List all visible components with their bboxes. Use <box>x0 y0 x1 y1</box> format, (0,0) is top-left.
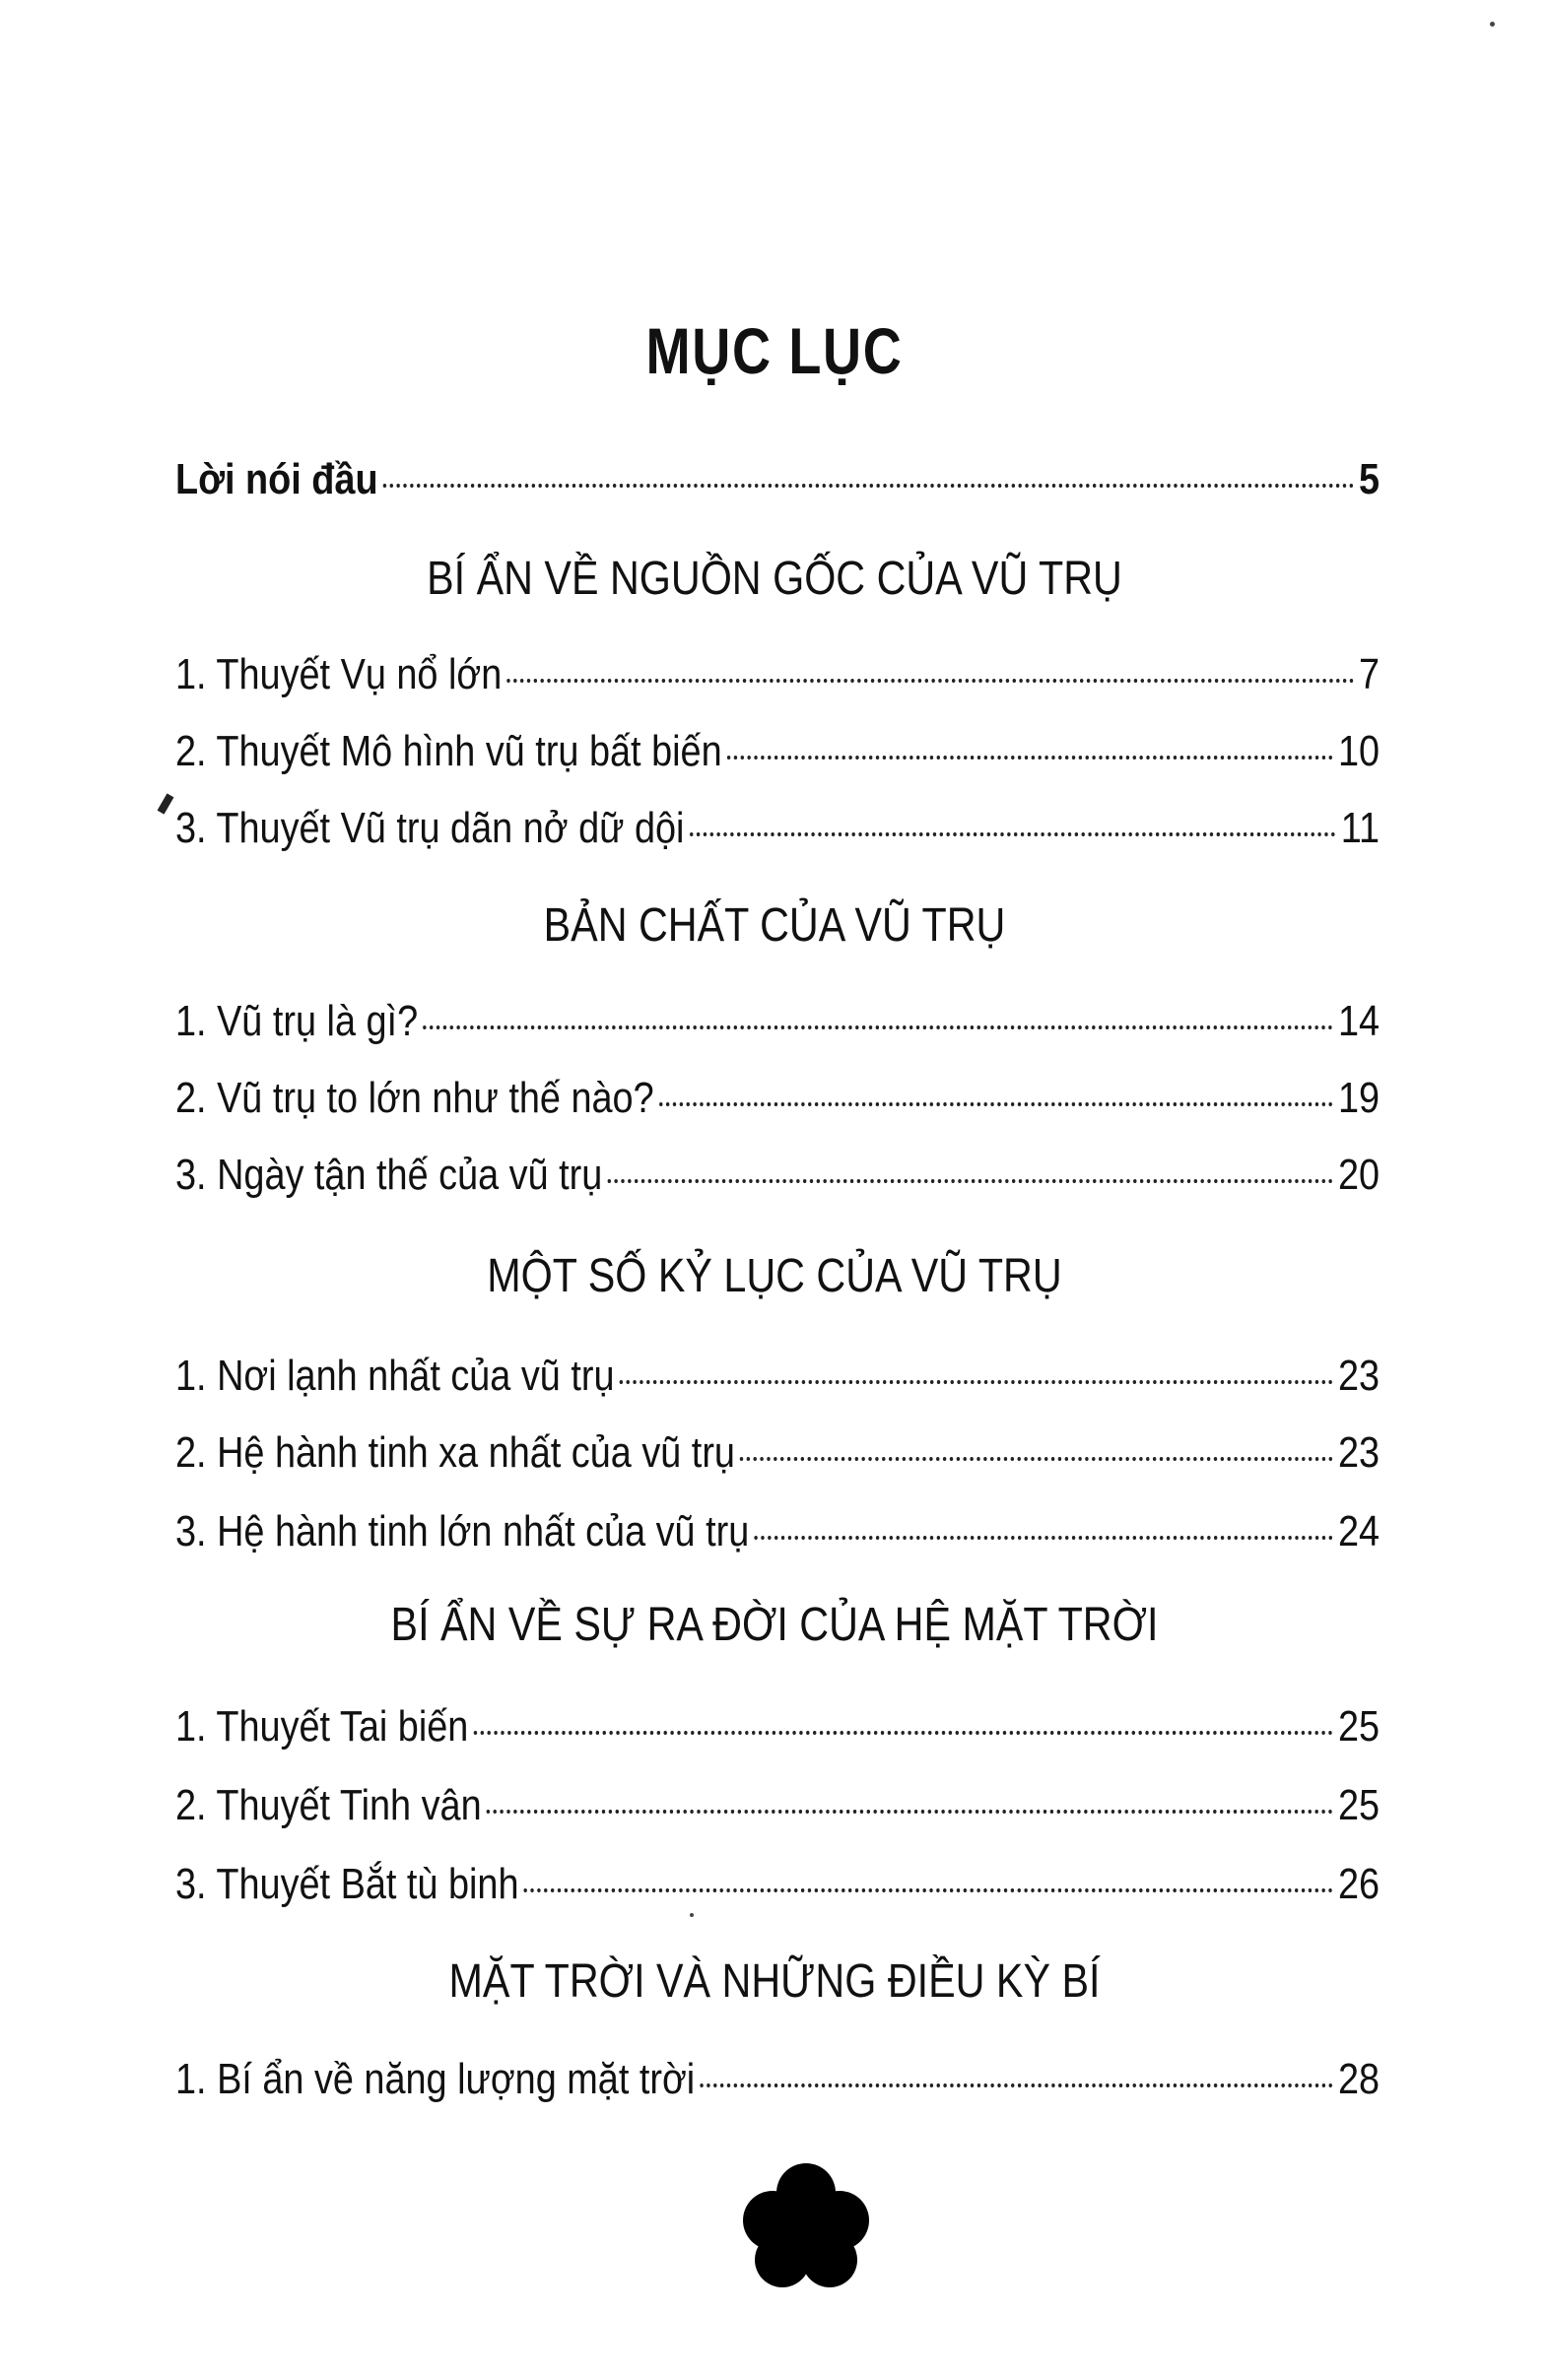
toc-entry-label: 2. Thuyết Mô hình vũ trụ bất biến <box>175 727 722 775</box>
flower-ornament-icon <box>737 2163 875 2291</box>
dot-leader <box>740 1457 1333 1461</box>
toc-entry-label: 1. Nơi lạnh nhất của vũ trụ <box>175 1352 615 1400</box>
toc-entry-page: 11 <box>1340 804 1381 852</box>
toc-entry-label: 1. Thuyết Tai biến <box>175 1702 469 1751</box>
toc-entry[interactable] <box>175 804 1380 863</box>
toc-entry-label: 1. Vũ trụ là gì? <box>175 997 419 1045</box>
toc-entry-page: 26 <box>1337 1860 1381 1908</box>
section-heading: BÍ ẨN VỀ NGUỒN GỐC CỦA VŨ TRỤ <box>427 553 1122 605</box>
dot-leader <box>659 1102 1333 1106</box>
toc-entry-label: 1. Bí ẩn về năng lượng mặt trời <box>175 2055 696 2103</box>
toc-entry[interactable] <box>175 1860 1380 1919</box>
toc-entry[interactable] <box>175 1507 1380 1566</box>
toc-entry-page: 28 <box>1337 2055 1381 2103</box>
toc-entry[interactable] <box>175 2055 1380 2114</box>
toc-entry-label: 2. Thuyết Tinh vân <box>175 1781 482 1829</box>
toc-entry-page: 24 <box>1337 1507 1381 1555</box>
section-heading: BÍ ẨN VỀ SỰ RA ĐỜI CỦA HỆ MẶT TRỜI <box>390 1599 1159 1651</box>
dot-leader <box>524 1888 1333 1892</box>
dot-leader <box>607 1179 1332 1183</box>
toc-entry[interactable] <box>175 727 1380 786</box>
dot-leader <box>383 484 1354 488</box>
stray-mark <box>158 793 174 814</box>
toc-entry-page: 10 <box>1337 727 1381 775</box>
toc-entry-label: 3. Thuyết Bắt tù binh <box>175 1860 519 1908</box>
toc-entry-page: 7 <box>1359 650 1381 698</box>
toc-entry-label: 3. Ngày tận thế của vũ trụ <box>175 1151 603 1199</box>
toc-entry[interactable] <box>175 1151 1380 1210</box>
toc-entry-page: 23 <box>1337 1352 1381 1400</box>
section-heading: MỘT SỐ KỶ LỤC CỦA VŨ TRỤ <box>487 1250 1062 1302</box>
dot-leader <box>754 1536 1332 1540</box>
toc-entry-label: 2. Hệ hành tinh xa nhất của vũ trụ <box>175 1428 735 1477</box>
toc-entry-page: 19 <box>1337 1074 1381 1122</box>
scan-speck <box>1490 22 1495 27</box>
dot-leader <box>473 1731 1332 1735</box>
toc-entry[interactable] <box>175 1428 1380 1488</box>
page-title: MỤC LỤC <box>645 314 904 387</box>
dot-leader <box>690 832 1336 836</box>
toc-entry[interactable] <box>175 1352 1380 1411</box>
toc-entry-page: 20 <box>1337 1151 1381 1199</box>
dot-leader <box>487 1810 1333 1814</box>
scan-speck <box>690 1913 694 1917</box>
toc-entry-page: 25 <box>1337 1702 1381 1751</box>
toc-entry-page: 14 <box>1337 997 1381 1045</box>
dot-leader <box>700 2083 1332 2087</box>
toc-entry-preface[interactable] <box>175 455 1380 514</box>
toc-entry-page: 23 <box>1337 1428 1381 1477</box>
section-heading: MẶT TRỜI VÀ NHỮNG ĐIỀU KỲ BÍ <box>448 1955 1101 2008</box>
toc-entry-page: 25 <box>1337 1781 1381 1829</box>
toc-entry-label: 3. Hệ hành tinh lớn nhất của vũ trụ <box>175 1507 750 1555</box>
toc-entry-label: 2. Vũ trụ to lớn như thế nào? <box>175 1074 654 1122</box>
toc-entry-page: 5 <box>1359 455 1381 503</box>
toc-entry[interactable] <box>175 997 1380 1056</box>
dot-leader <box>423 1025 1333 1029</box>
toc-entry-label: 1. Thuyết Vụ nổ lớn <box>175 650 503 698</box>
dot-leader <box>620 1380 1333 1384</box>
dot-leader <box>727 756 1333 760</box>
toc-entry-label: Lời nói đầu <box>175 455 378 503</box>
toc-entry[interactable] <box>175 1702 1380 1761</box>
section-heading: BẢN CHẤT CỦA VŨ TRỤ <box>543 899 1006 952</box>
toc-entry[interactable] <box>175 1781 1380 1840</box>
toc-entry-label: 3. Thuyết Vũ trụ dãn nở dữ dội <box>175 804 685 852</box>
toc-entry[interactable] <box>175 650 1380 709</box>
toc-entry[interactable] <box>175 1074 1380 1133</box>
dot-leader <box>506 679 1353 683</box>
